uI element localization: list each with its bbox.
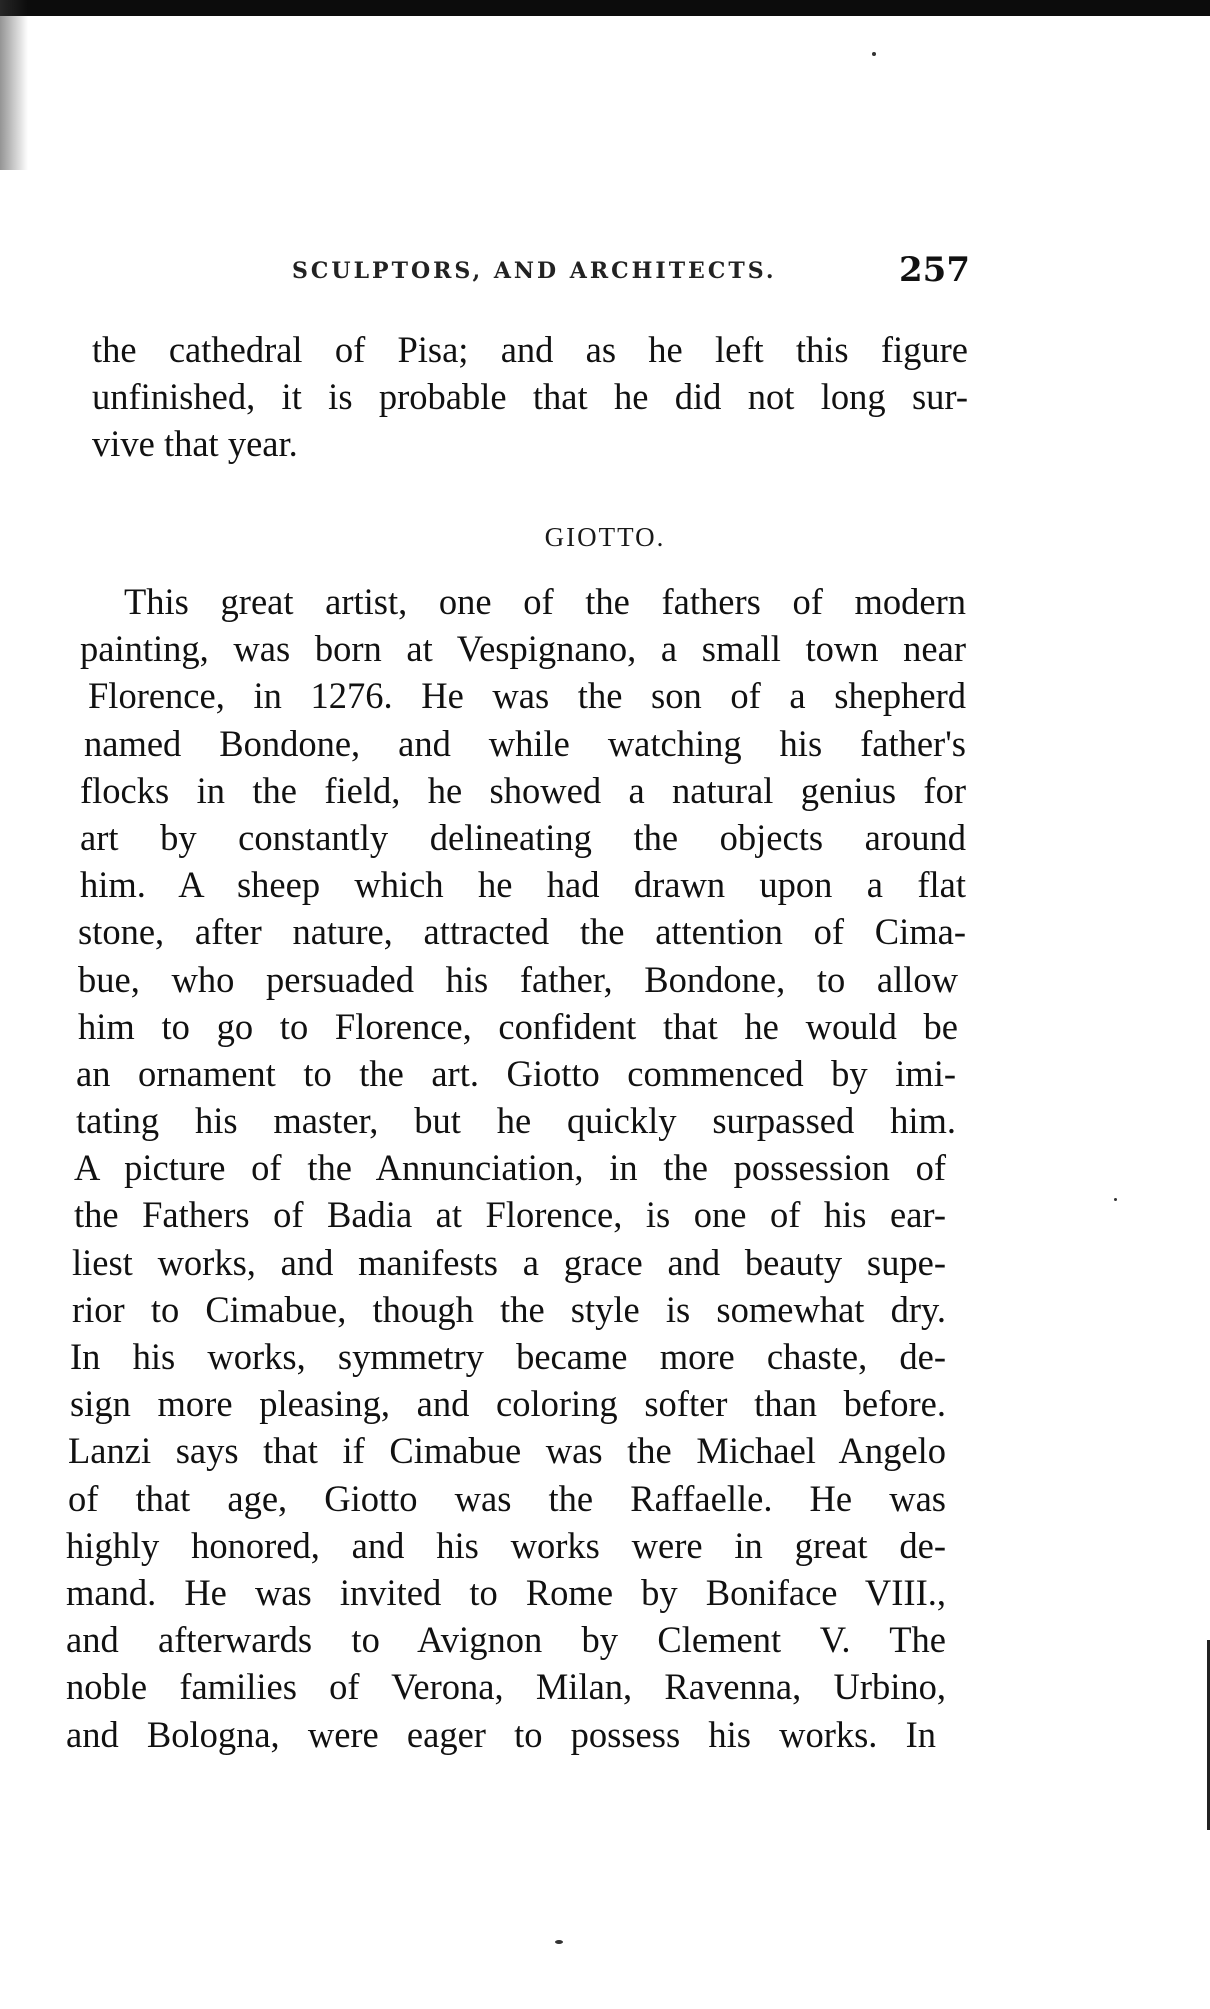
page-number: 257 (899, 250, 970, 290)
text-line: the cathedral of Pisa; and as he left this figure (92, 329, 968, 370)
text-line: highly honored, and his works were in great de- (66, 1524, 946, 1566)
text-line: stone, after nature, attracted the attention of Cima- (78, 911, 966, 953)
running-head (280, 252, 970, 292)
text-line: him to go to Florence, confident that he would be (78, 1005, 958, 1047)
scan-corner-noise (0, 0, 28, 170)
text-line: A picture of the Annunciation, in the possession of (74, 1147, 946, 1189)
text-line: and afterwards to Avignon by Clement V. The (66, 1619, 946, 1661)
scan-speck (1114, 1198, 1117, 1201)
text-line: flocks in the field, he showed a natural genius for (80, 769, 966, 811)
text-line: unfinished, it is probable that he did not long sur- (92, 376, 968, 418)
scan-speck (555, 1940, 563, 1944)
continued-paragraph (92, 326, 968, 468)
text-line: rior to Cimabue, though the style is somewhat dry. (72, 1288, 946, 1330)
giotto-paragraph (66, 578, 966, 1758)
text-line: named Bondone, and while watching his father's (84, 722, 966, 764)
text-line: sign more pleasing, and coloring softer than before. (70, 1383, 946, 1425)
text-line: In his works, symmetry became more chaste, de- (70, 1336, 946, 1377)
text-line: liest works, and manifests a grace and beauty supe- (72, 1241, 946, 1283)
text-line: the Fathers of Badia at Florence, is one of his ear- (74, 1194, 946, 1236)
text-line: Lanzi says that if Cimabue was the Michael Angelo (68, 1430, 946, 1472)
text-line: tating his master, but he quickly surpassed him. (76, 1100, 956, 1142)
scan-top-edge (0, 0, 1210, 16)
text-line: noble families of Verona, Milan, Ravenna, Urbino, (66, 1666, 946, 1708)
text-line: an ornament to the art. Giotto commenced by imi- (76, 1052, 956, 1094)
text-line: Florence, in 1276. He was the son of a shepherd (88, 675, 966, 717)
running-head-title: SCULPTORS, AND ARCHITECTS. (292, 258, 777, 284)
text-line: art by constantly delineating the objects around (80, 816, 966, 858)
text-line: bue, who persuaded his father, Bondone, to allow (78, 958, 958, 1000)
text-line: mand. He was invited to Rome by Boniface VIII., (66, 1571, 946, 1613)
section-heading: GIOTTO. (544, 522, 666, 552)
text-line: and Bologna, were eager to possess his works. In (66, 1713, 936, 1755)
scan-speck (872, 52, 876, 56)
text-line: This great artist, one of the fathers of modern (124, 581, 966, 622)
text-line: of that age, Giotto was the Raffaelle. He was (68, 1477, 946, 1519)
text-line: vive that year. (92, 423, 298, 465)
text-line: painting, was born at Vespignano, a small town near (80, 628, 966, 670)
text-line: him. A sheep which he had drawn upon a flat (80, 864, 966, 906)
